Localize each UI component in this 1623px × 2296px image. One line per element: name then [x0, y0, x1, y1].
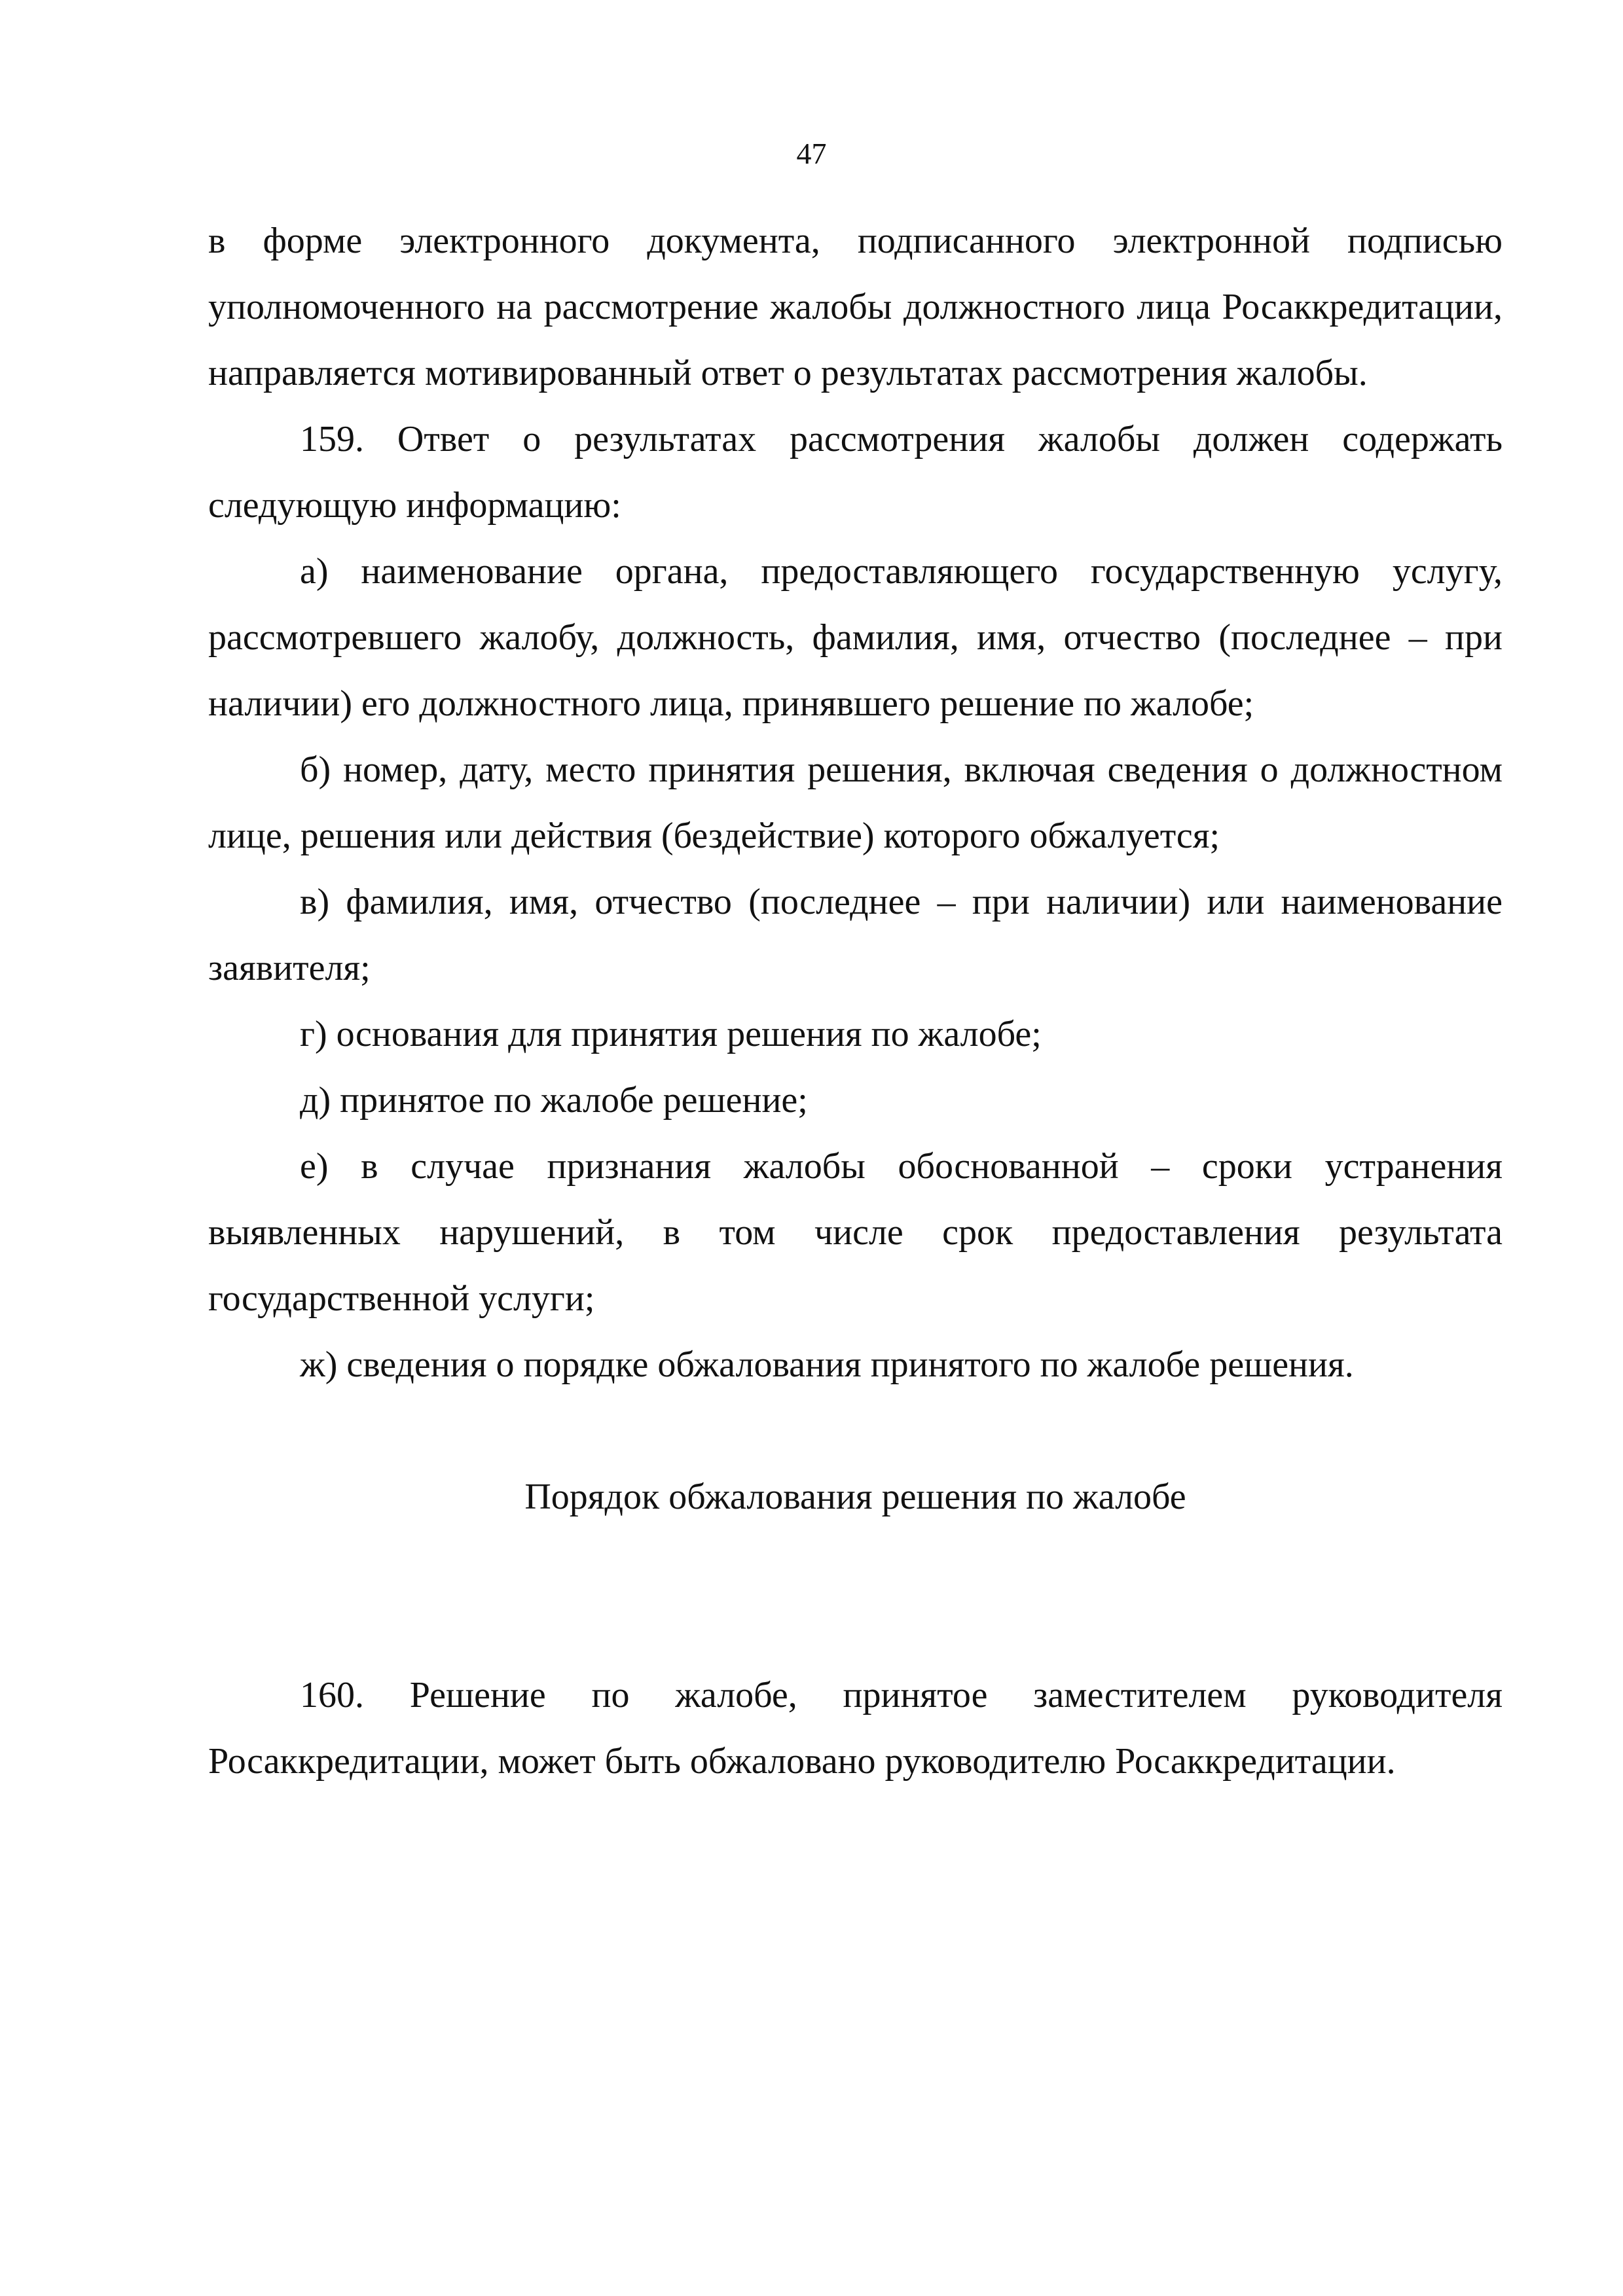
list-item-zh: ж) сведения о порядке обжалования принятого по жалобе решения.	[300, 1344, 1354, 1385]
list-item-d: д) принятое по жалобе решение;	[300, 1080, 808, 1121]
document-body	[208, 208, 1503, 1795]
section-heading: Порядок обжалования решения по жалобе	[524, 1477, 1186, 1517]
list-item-b: б) номер, дату, место принятия решения, включая сведения о должностном лице, решения или действия (бездействие) которого обжалуется;	[208, 749, 1503, 856]
list-item-e: е) в случае признания жалобы обоснованной – сроки устранения выявленных нарушений, в том числе срок предоставления результата государственной услуги;	[208, 1146, 1503, 1319]
list-item-g: г) основания для принятия решения по жалобе;	[300, 1014, 1042, 1054]
list-item-v: в) фамилия, имя, отчество (последнее – при наличии) или наименование заявителя;	[208, 882, 1503, 988]
paragraph-159: 159. Ответ о результатах рассмотрения жалобы должен содержать следующую информацию:	[208, 419, 1503, 526]
page-number: 47	[796, 137, 827, 170]
list-item-a: а) наименование органа, предоставляющего государственную услугу, рассмотревшего жалобу, должность, фамилия, имя, отчество (последнее – при наличии) его должностного лица, принявшего решение по жалобе;	[208, 551, 1503, 724]
paragraph-continuation: в форме электронного документа, подписанного электронной подписью уполномоченного на рассмотрение жалобы должностного лица Росаккредитации, направляется мотивированный ответ о результатах рассмотрения жалобы.	[208, 221, 1503, 393]
paragraph-160: 160. Решение по жалобе, принятое заместителем руководителя Росаккредитации, может быть обжаловано руководителю Росаккредитации.	[208, 1675, 1503, 1782]
